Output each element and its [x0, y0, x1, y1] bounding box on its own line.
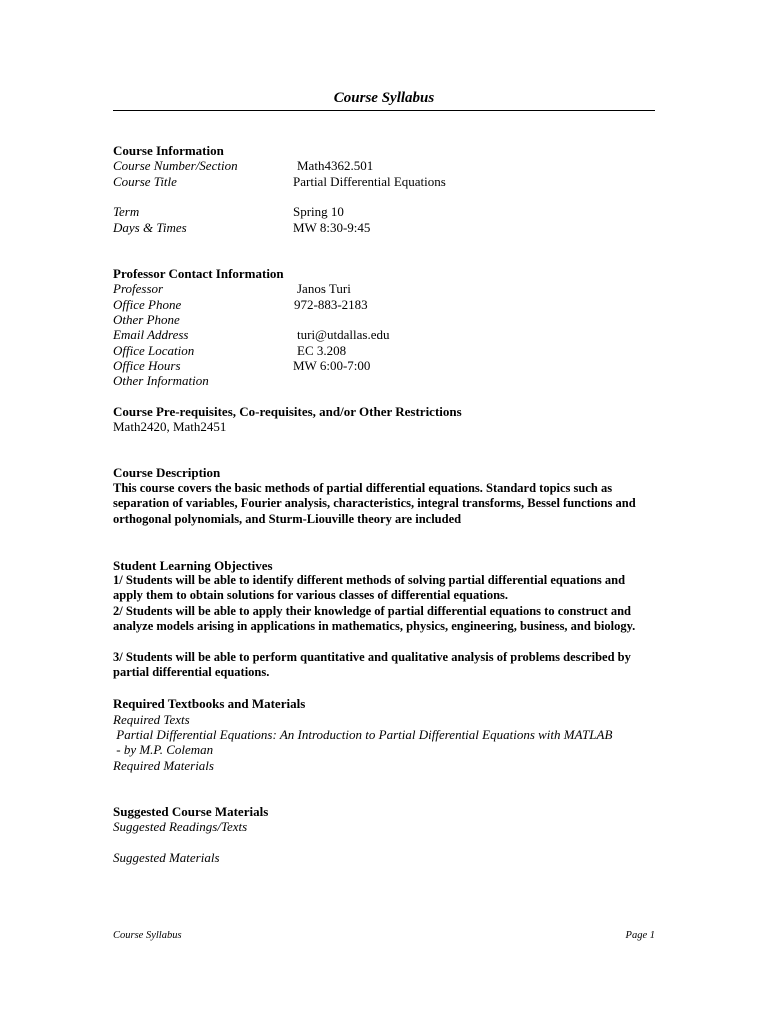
course-description-text: This course covers the basic methods of partial differential equations. Standard topics such as separation of variables, Fourier analysis, characteristics, integral transforms, Bessel functions and orthogonal polynomials, and Sturm-Liouville theory are included [113, 481, 636, 526]
required-textbooks-heading: Required Textbooks and Materials [113, 696, 306, 711]
professor-label: Professor [113, 281, 164, 296]
suggested-materials-heading: Suggested Course Materials [113, 804, 269, 819]
office-hours-label: Office Hours [113, 358, 181, 373]
course-description-heading: Course Description [113, 465, 221, 480]
email-label: Email Address [113, 327, 189, 342]
suggested-readings-label: Suggested Readings/Texts [113, 819, 248, 834]
course-title-label: Course Title [113, 174, 177, 189]
office-location-label: Office Location [113, 343, 195, 358]
office-hours-value: MW 6:00-7:00 [293, 358, 371, 373]
office-phone-label: Office Phone [113, 297, 182, 312]
office-phone-value: 972-883-2183 [294, 297, 368, 312]
other-information-label: Other Information [113, 373, 209, 388]
professor-value: Janos Turi [297, 281, 351, 296]
professor-contact-heading: Professor Contact Information [113, 266, 284, 281]
page-title: Course Syllabus [333, 90, 435, 106]
course-title-value: Partial Differential Equations [293, 174, 446, 189]
learning-objectives-heading: Student Learning Objectives [113, 558, 273, 573]
term-label: Term [113, 204, 140, 219]
required-book-title: Partial Differential Equations: An Introduction to Partial Differential Equations with MATLAB [113, 727, 613, 742]
office-location-value: EC 3.208 [297, 343, 347, 358]
email-value: turi@utdallas.edu [297, 327, 390, 342]
required-texts-label: Required Texts [113, 712, 190, 727]
footer-course-syllabus: Course Syllabus [113, 930, 182, 941]
footer-page-number: Page 1 [625, 930, 655, 941]
required-materials-label: Required Materials [113, 758, 214, 773]
learning-objective-1: 1/ Students will be able to identify different methods of solving partial differential equations and apply them to obtain solutions for various classes of differential equations. [113, 573, 626, 603]
course-info-heading: Course Information [113, 143, 224, 158]
prerequisites-text: Math2420, Math2451 [113, 419, 227, 434]
other-phone-label: Other Phone [113, 312, 180, 327]
learning-objective-3: 3/ Students will be able to perform quantitative and qualitative analysis of problems described by partial differential equations. [113, 650, 631, 680]
days-times-value: MW 8:30-9:45 [293, 220, 371, 235]
required-book-author: - by M.P. Coleman [113, 742, 214, 757]
days-times-label: Days & Times [113, 220, 187, 235]
prerequisites-heading: Course Pre-requisites, Co-requisites, and/or Other Restrictions [113, 404, 462, 419]
course-number-label: Course Number/Section [113, 158, 238, 173]
term-value: Spring 10 [293, 204, 344, 219]
suggested-materials-label: Suggested Materials [113, 850, 220, 865]
learning-objective-2: 2/ Students will be able to apply their knowledge of partial differential equations to construct and analyze models arising in applications in mathematics, physics, engineering, business, and biology. [113, 604, 636, 634]
title-rule [113, 110, 655, 111]
course-number-value: Math4362.501 [297, 158, 374, 173]
